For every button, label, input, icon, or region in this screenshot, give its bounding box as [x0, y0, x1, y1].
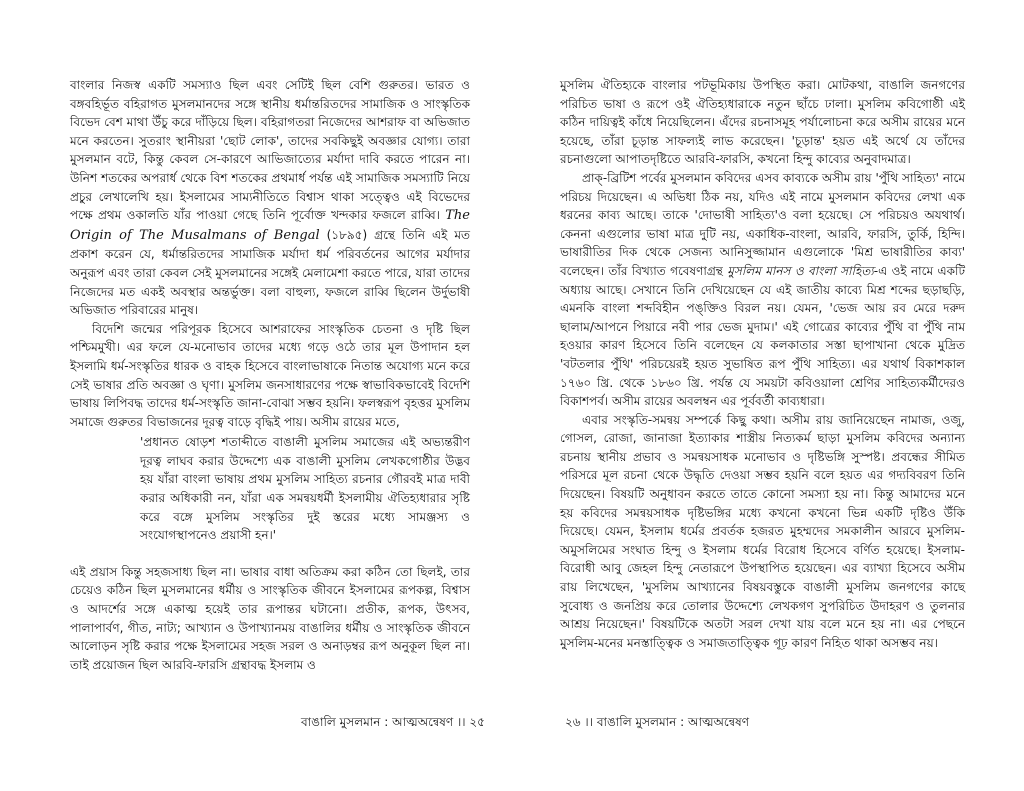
left-page: [70, 76, 470, 674]
right-paragraph-3: এবার সংস্কৃতি-সমন্বয় সম্পর্কে কিছু কথা। অসীম রায় জানিয়েছেন নামাজ, ওজু, গোসল, রোজা, জানাজা ইত্যাকার শাস্ত্রীয় নিত্যকর্ম ছাড়া মুসলিম কবিদের অন্যান্য রচনায় স্থানীয় প্রভাব ও সমন্বয়সাধক মনোভাব ও দৃষ্টিভঙ্গি সুস্পষ্ট। প্রবন্ধের সীমিত পরিসরে মূল রচনা থেকে উদ্ধৃতি দেওয়া সম্ভব হয়নি বলে হয়ত এর গদ্যবিবরণ তিনি দিয়েছেন। বিষয়টি অনুধাবন করতে তাতে কোনো সমস্যা হয় না। কিন্তু আমাদের মনে হয় কবিদের সমন্বয়সাধক দৃষ্টিভঙ্গির মধ্যে কখনো কখনো ভিন্ন একটি দৃষ্টিও উঁকি দিয়েছে। যেমন, ইসলাম ধর্মের প্রবর্তক হজরত মুহম্মদের সমকালীন আরবে মুসলিম-অমুসলিমের সংঘাত হিন্দু ও ইসলাম ধর্মের বিরোধ হিসেবে বর্ণিত হয়েছে। ইসলাম-বিরোধী আবু জেহল হিন্দু নেতারূপে উপস্থাপিত হয়েছেন। এর ব্যাখ্যা হিসেবে অসীম রায় লিখেছেন, 'মুসলিম আখ্যানের বিষয়বস্তুকে বাঙালী মুসলিম জনগণের কাছে সুবোধ্য ও জনপ্রিয় করে তোলার উদ্দেশ্যে লেখকগণ সুপরিচিত উদাহরণ ও তুলনার আশ্রয় নিয়েছেন।' বিষয়টিকে অতটা সরল দেখা যায় বলে মনে হয় না। এর পেছনে মুসলিম-মনের মনস্তাত্ত্বিক ও সমাজতাত্ত্বিক গূঢ় কারণ নিহিত থাকা অসম্ভব নয়।: [560, 412, 965, 650]
right-paragraph-1: মুসলিম ঐতিহ্যকে বাংলার পটভূমিকায় উপস্থিত করা। মোটকথা, বাঙালি জনগণের পরিচিত ভাষা ও রূপে ওই ঐতিহ্যধারাকে নতুন ছাঁচে ঢালা। মুসলিম কবিগোষ্ঠী এই কঠিন দায়িত্বই কাঁধে নিয়েছিলেন। এঁদের রচনাসমূহ পর্যালোচনা করে অসীম রায়ের মনে হয়েছে, তাঁরা চূড়ান্ত সাফল্যই লাভ করেছেন। 'চূড়ান্ত' হয়ত এই অর্থে যে তাঁদের রচনাগুলো আপাতদৃষ্টিতে আরবি-ফারসি, কখনো হিন্দু কাব্যের অনুবাদমাত্র।: [560, 78, 965, 167]
right-paragraph-2-text-a: প্রাক্-ব্রিটিশ পর্বের মুসলমান কবিদের এসব কাব্যকে অসীম রায় 'পুঁথি সাহিত্য' নামে পরিচয় দিয়েছেন। এ অভিধা ঠিক নয়, যদিও এই নামে মুসলমান কবিদের লেখা এক ধরনের কাব্য আছে। তাকে 'দোভাষী সাহিত্য'ও বলা হয়েছে। সে পরিচয়ও অযথার্থ। কেননা এগুলোর ভাষা মাত্র দুটি নয়, একাধিক-বাংলা, আরবি, ফারসি, তুর্কি, হিন্দি। ভাষারীতির দিক থেকে সেজন্য আনিসুজ্জামান এগুলোকে 'মিশ্র ভাষারীতির কাব্য' বলেছেন। তাঁর বিখ্যাত গবেষণাগ্রন্থ: [560, 170, 965, 278]
right-page-footer: ২৬ ।। বাঙালি মুসলমান : আত্মঅন্বেষণ: [565, 715, 749, 729]
left-paragraph-1-text-a: বাংলার নিজস্ব একটি সমস্যাও ছিল এবং সেটিই ছিল বেশি গুরুতর। ভারত ও বঙ্গবহির্ভূত বহিরাগত মুসলমানদের সঙ্গে স্থানীয় ধর্মান্তরিতদের সামাজিক ও সাংস্কৃতিক বিভেদ বেশ মাথা উঁচু করে দাঁড়িয়ে ছিল। বহিরাগতরা নিজেদের আশরাফ বা অভিজাত মনে করতেন। সুতরাং স্থানীয়রা 'ছোট লোক', তাদের সবকিছুই অবজ্ঞার যোগ্য। তারা মুসলমান বটে, কিন্তু কেবল সে-কারণে আভিজাত্যের মর্যাদা দাবি করতে পারেন না। উনিশ শতকের অপরার্ধ থেকে বিশ শতকের প্রথমার্ধ পর্যন্ত এই সামাজিক সমস্যাটি নিয়ে প্রচুর লেখালেখি হয়। ইসলামের সাম্যনীতিতে বিশ্বাস থাকা সত্ত্বেও এই বিভেদের পক্ষে প্রথম ওকালতি যাঁর পাওয়া গেছে তিনি পূর্বোক্ত খন্দকার ফজলে রাব্বি।: [70, 78, 470, 223]
book-title-muslim-manas: মুসলিম মানস ও বাংলা সাহিত্য: [727, 263, 874, 278]
right-page: [560, 76, 965, 652]
left-page-footer: বাঙালি মুসলমান : আত্মঅন্বেষণ ।। ২৫: [301, 715, 485, 729]
left-paragraph-1: [70, 76, 470, 320]
left-paragraph-2: বিদেশি জন্মের পরিপূরক হিসেবে আশরাফের সাংস্কৃতিক চেতনা ও দৃষ্টি ছিল পশ্চিমমুখী। এর ফলে যে-মনোভাব তাদের মধ্যে গড়ে ওঠে তার মূল উপাদান হল ইসলামি ধর্ম-সংস্কৃতির ধারক ও বাহক হিসেবে বাংলাভাষাকে নিতান্ত অযোগ্য মনে করে সেই ভাষার প্রতি অবজ্ঞা ও ঘৃণা। মুসলিম জনসাধারণের পক্ষে স্বাভাবিকভাবেই বিদেশি ভাষায় লিপিবদ্ধ তাদের ধর্ম-সংস্কৃতি জানা-বোঝা সম্ভব হয়নি। ফলস্বরূপ বৃহত্তর মুসলিম সমাজে গুরুতর বিভাজনের দূরত্ব বাড়ে বৃদ্ধিই পায়। অসীম রায়ের মতে,: [70, 321, 470, 429]
left-paragraph-3: এই প্রয়াস কিন্তু সহজসাধ্য ছিল না। ভাষার বাধা অতিক্রম করা কঠিন তো ছিলই, তার চেয়েও কঠিন ছিল মুসলমানের ধর্মীয় ও সাংস্কৃতিক জীবনে ইসলামের রূপকল্প, বিশ্বাস ও আদর্শের সঙ্গে একাত্ম হয়েই তার রূপান্তর ঘটানো। প্রতীক, রূপক, উৎসব, পালাপার্বণ, গীত, নাট্য; আখ্যান ও উপাখ্যানময় বাঙালির ধর্মীয় ও সাংস্কৃতিক জীবনে আলোড়ন সৃষ্টি করার পক্ষে ইসলামের সহজ সরল ও অনাড়ম্বর রূপ অনুকূল ছিল না। তাই প্রয়োজন ছিল আরবি-ফারসি গ্রন্থাবদ্ধ ইসলাম ও: [70, 564, 470, 672]
right-paragraph-2: [560, 169, 965, 411]
right-paragraph-2-text-b: -এ ওই নামে একটি অধ্যায় আছে। সেখানে তিনি দেখিয়েছেন যে এই জাতীয় কাব্যে মিশ্র শব্দের ছড়াছড়ি, এমনকি বাংলা শব্দবিহীন পঙ্‌ক্তিও বিরল নয়। যেমন, 'ভেজ আয় রব মেরে দরুদ ছালাম/আপনে পিয়ারে নবী পার ভেজ মুদাম।' এই গোত্রের কাব্যের পুঁথি বা পুঁথি নাম হওয়ার কারণ হিসেবে তিনি বলেছেন যে কলকাতার সস্তা ছাপাখানা থেকে মুদ্রিত 'বটতলার পুঁথি' পরিচয়েরই হয়ত সুভাষিত রূপ পুঁথি সাহিত্য। এর যথার্থ বিকাশকাল ১৭৬০ খ্রি. থেকে ১৮৬০ খ্রি. পর্যন্ত যে সময়টা কবিওয়ালা শ্রেণির সাহিত্যকর্মীদেরও বিকাশপর্ব। অসীম রায়ের অবলম্বন এর পূর্ববর্তী কাব্যধারা।: [560, 263, 965, 409]
block-quote: 'প্রধানত ষোড়শ শতাব্দীতে বাঙালী মুসলিম সমাজের এই অভ্যন্তরীণ দূরত্ব লাঘব করার উদ্দেশ্যে এক বাঙালী মুসলিম লেখকগোষ্ঠীর উদ্ভব হয় যাঁরা বাংলা ভাষায় প্রথম মুসলিম সাহিত্য রচনার গৌরবই মাত্র দাবী করার অধিকারী নন, যাঁরা এক সমন্বয়ধর্মী ইসলামীয় ঐতিহ্যধারার সৃষ্টি করে বঙ্গে মুসলিম সংস্কৃতির দুই স্তরের মধ্যে সামঞ্জস্য ও সংযোগস্থাপনেও প্রয়াসী হন।': [140, 435, 470, 543]
book-title-origin-musalmans: The Origin of The Musalmans of Bengal: [70, 208, 470, 243]
left-paragraph-1-text-b: (১৮৯৫) গ্রন্থে তিনি এই মত প্রকাশ করেন যে, ধর্মান্তরিতদের সামাজিক মর্যাদা ধর্ম পরিবর্তনের আগের মর্যাদার অনুরূপ এবং তারা কেবল সেই মুসলমানের সঙ্গেই মেলামেশা করতে পারে, যারা তাদের নিজেদের মত একই অবস্থার অন্তর্ভুক্ত। বলা বাহুল্য, ফজলে রাব্বি ছিলেন উর্দুভাষী অভিজাত পরিবারের মানুষ।: [70, 227, 470, 318]
